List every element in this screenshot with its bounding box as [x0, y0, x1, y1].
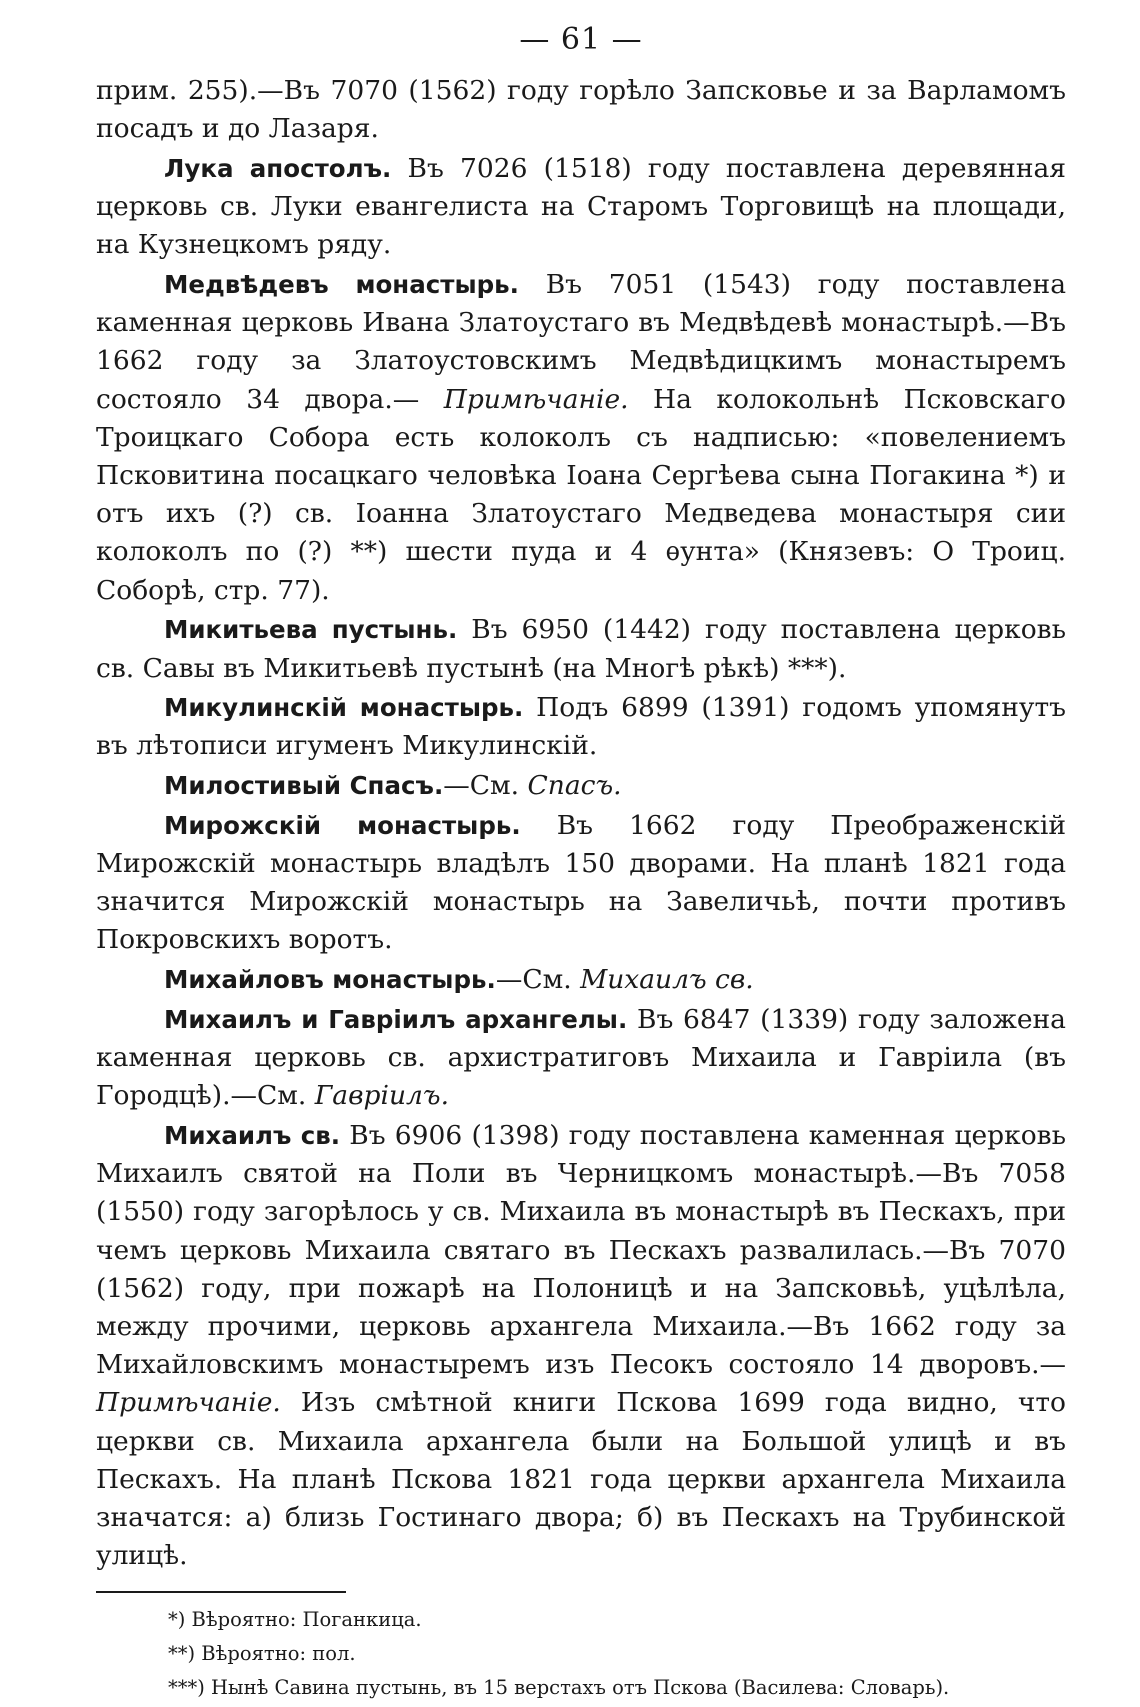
note-label: Примѣчаніе. — [96, 1387, 281, 1419]
entry-mikitieva-pustyn — [96, 611, 1066, 687]
entry-headword: Лука апостолъ. — [164, 153, 392, 183]
entry-luka-apostol — [96, 150, 1066, 265]
entry-milostivy-spas — [96, 767, 1066, 805]
entry-mikhail-sv — [96, 1117, 1066, 1575]
entry-headword: Медвѣдевъ монастырь. — [164, 270, 519, 300]
entry-mikulinsky-monastyr — [96, 689, 1066, 765]
cross-reference: Гавріилъ. — [314, 1080, 449, 1112]
continuation-paragraph: прим. 255).—Въ 7070 (1562) году горѣло Запсковье и за Варламомъ посадъ и до Лазаря. — [96, 75, 1066, 145]
entry-headword: Микулинскій монастырь. — [164, 693, 524, 723]
note-label: Примѣчаніе. — [443, 383, 629, 415]
entry-text: Въ 6847 (1339) году заложена каменная церковь св. архистратиговъ Михаила и Гавріила (въ Городцѣ).—См. — [96, 1003, 1066, 1112]
entry-mikhailov-monastyr — [96, 961, 1066, 999]
page-number: — 61 — — [519, 22, 643, 57]
footnote-3: ***) Нынѣ Савина пустынь, въ 15 верстахъ отъ Пскова (Василева: Словарь). — [168, 1676, 950, 1700]
cross-reference: Михаилъ св. — [580, 964, 754, 996]
entry-text: Въ 7051 (1543) году поставлена каменная церковь Ивана Златоустаго въ Медвѣдевѣ монастырѣ.—Въ 1662 году за Златоустовскимъ Медвѣдицкимъ монастыремъ состояло 34 двора.— — [96, 269, 1066, 415]
entry-headword: Мирожскій монастырь. — [164, 810, 521, 840]
entry-mirozhsky-monastyr — [96, 807, 1066, 960]
entry-medvedev-monastyr — [96, 266, 1066, 610]
entry-headword: Михаилъ св. — [164, 1120, 341, 1150]
entry-headword: Милостивый Спасъ. — [164, 771, 444, 801]
footnote-1: *) Вѣроятно: Поганкица. — [168, 1608, 422, 1632]
entry-text: Въ 7026 (1518) году поставлена деревянная церковь св. Луки евангелиста на Старомъ Торговищѣ на площади, на Кузнецкомъ ряду. — [96, 152, 1066, 261]
entry-mikhail-gavriil — [96, 1001, 1066, 1116]
note-text: На колокольнѣ Псковскаго Троицкаго Собора есть колоколъ съ надписью: «повелениемъ Псковитина посацкаго человѣка Іоана Сергѣева сына Погакина *) и отъ ихъ (?) св. Іоанна Златоустаго Медведева монастыря сии колоколъ по (?) **) шести пуда и 4 ѳунта» (Князевъ: О Троиц. Соборѣ, стр. 77). — [96, 383, 1066, 606]
entry-headword: Михайловъ монастырь. — [164, 965, 496, 995]
entry-headword: Микитьева пустынь. — [164, 615, 458, 645]
cross-reference: Спасъ. — [527, 770, 622, 802]
entry-text: Въ 6906 (1398) году поставлена каменная церковь Михаилъ святой на Поли въ Черницкомъ монастырѣ.—Въ 7058 (1550) году загорѣлось у св. Михаила въ монастырѣ въ Пескахъ, при чемъ церковь Михаила святаго въ Пескахъ развалилась.—Въ 7070 (1562) году, при пожарѣ на Полоницѣ и на Запсковьѣ, уцѣлѣла, между прочими, церковь архангела Михаила.—Въ 1662 году за Михайловскимъ монастыремъ изъ Песокъ состояло 14 дворовъ.— — [96, 1119, 1066, 1381]
footnote-divider — [96, 1591, 346, 1593]
note-text: Изъ смѣтной книги Пскова 1699 года видно, что церкви св. Михаила архангела были на Большой улицѣ и въ Пескахъ. На планѣ Пскова 1821 года церкви архангела Михаила значатся: а) близь Гостинаго двора; б) въ Пескахъ на Трубинской улицѣ. — [96, 1387, 1066, 1572]
entry-headword: Михаилъ и Гавріилъ архангелы. — [164, 1004, 628, 1034]
entry-text: Въ 1662 году Преображенскій Мирожскій монастырь владѣлъ 150 дворами. На планѣ 1821 года значится Мирожскій монастырь на Завеличьѣ, почти противъ Покровскихъ воротъ. — [96, 809, 1066, 956]
footnote-2: **) Вѣроятно: пол. — [168, 1642, 356, 1666]
entry-text: Подъ 6899 (1391) годомъ упомянутъ въ лѣтописи игуменъ Микулинскій. — [96, 692, 1066, 762]
entry-text: —См. — [495, 964, 581, 996]
entry-text: Въ 6950 (1442) году поставлена церковь св. Савы въ Микитьевѣ пустынѣ (на Многѣ рѣкѣ) ***). — [96, 614, 1066, 684]
entry-text: —См. — [443, 770, 528, 802]
book-page — [96, 18, 1066, 1707]
